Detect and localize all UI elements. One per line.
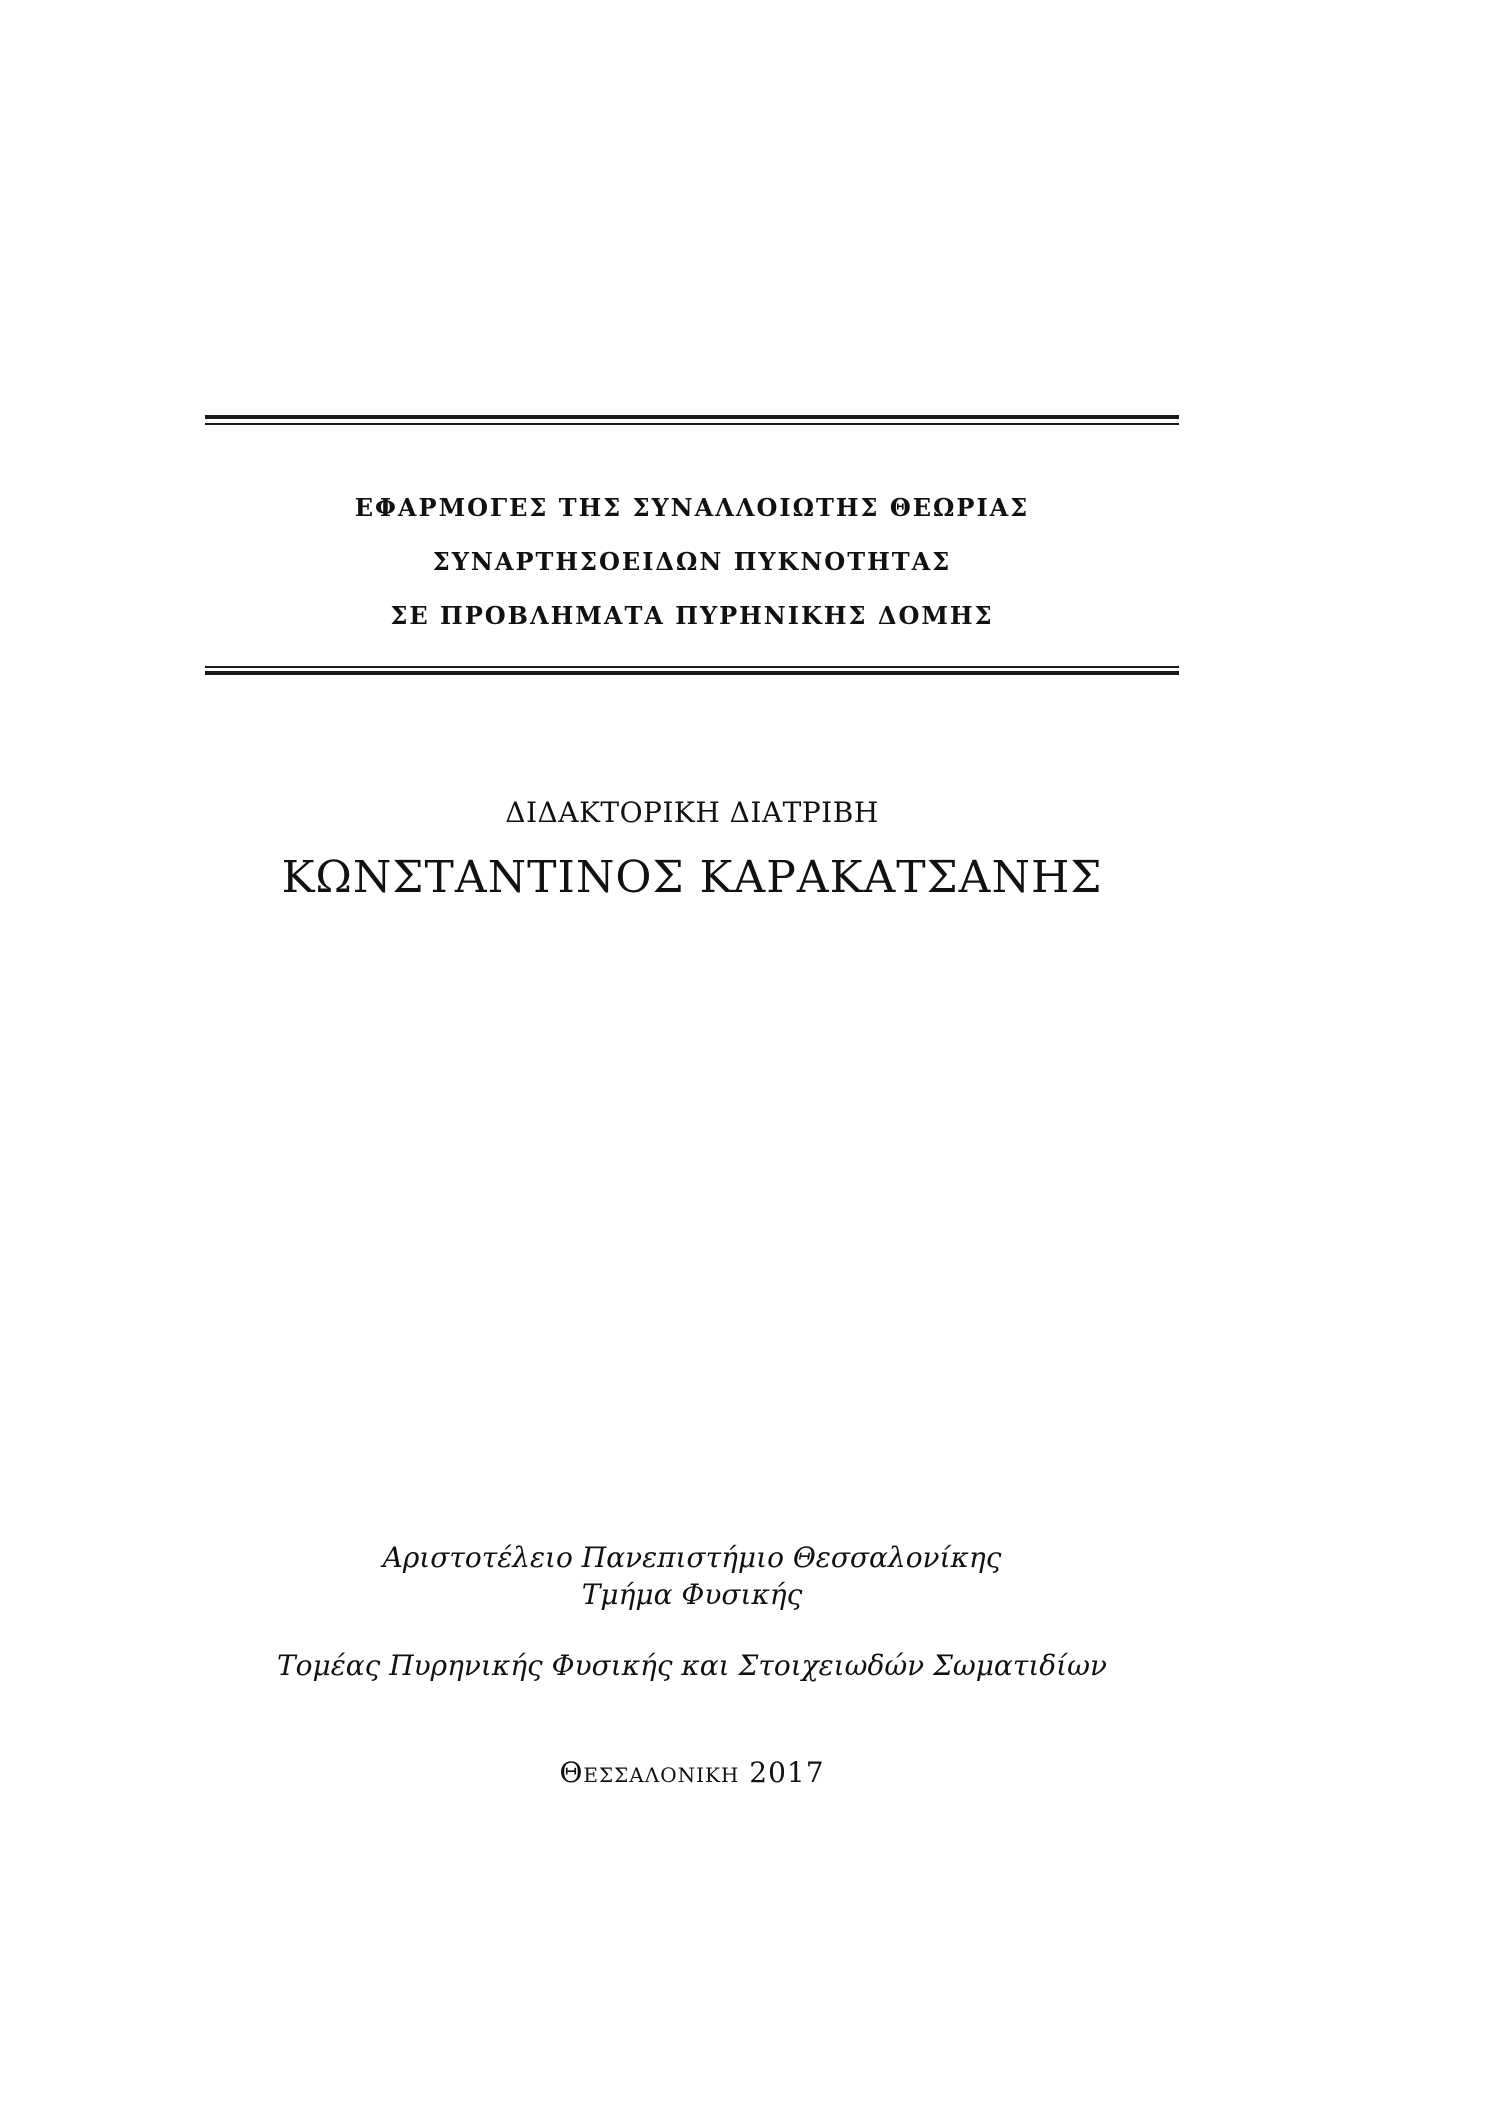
university-name: Αριστοτέλειο Πανεπιστήμιο Θεσσαλονίκης	[382, 1541, 1002, 1574]
author-name: ΚΩΝΣΤΑΝΤΙΝΟΣ ΚΑΡΑΚΑΤΣΑΝΗΣ	[281, 852, 1103, 903]
thesis-title-line-1: ΕΦΑΡΜΟΓΕΣ ΤΗΣ ΣΥΝΑΛΛΟΙΩΤΗΣ ΘΕΩΡΙΑΣ	[354, 493, 1030, 522]
sector-name: Τομέας Πυρηνικής Φυσικής και Στοιχειωδών Σωματιδίων	[276, 1649, 1107, 1682]
department-name: Τμήμα Φυσικής	[581, 1578, 803, 1611]
top-rule-thick	[205, 415, 1179, 419]
place-and-year: Θεσσαλονικη 2017	[559, 1756, 825, 1789]
thesis-title-line-3: ΣΕ ΠΡΟΒΛΗΜΑΤΑ ΠΥΡΗΝΙΚΗΣ ΔΟΜΗΣ	[390, 601, 994, 630]
bottom-rule-thin	[205, 666, 1179, 668]
thesis-title-line-2: ΣΥΝΑΡΤΗΣΟΕΙΔΩΝ ΠΥΚΝΟΤΗΤΑΣ	[432, 547, 952, 576]
document-type: ΔΙΔΑΚΤΟΡΙΚΗ ΔΙΑΤΡΙΒΗ	[505, 796, 879, 829]
top-rule-thin	[205, 423, 1179, 425]
bottom-rule-thick	[205, 671, 1179, 675]
